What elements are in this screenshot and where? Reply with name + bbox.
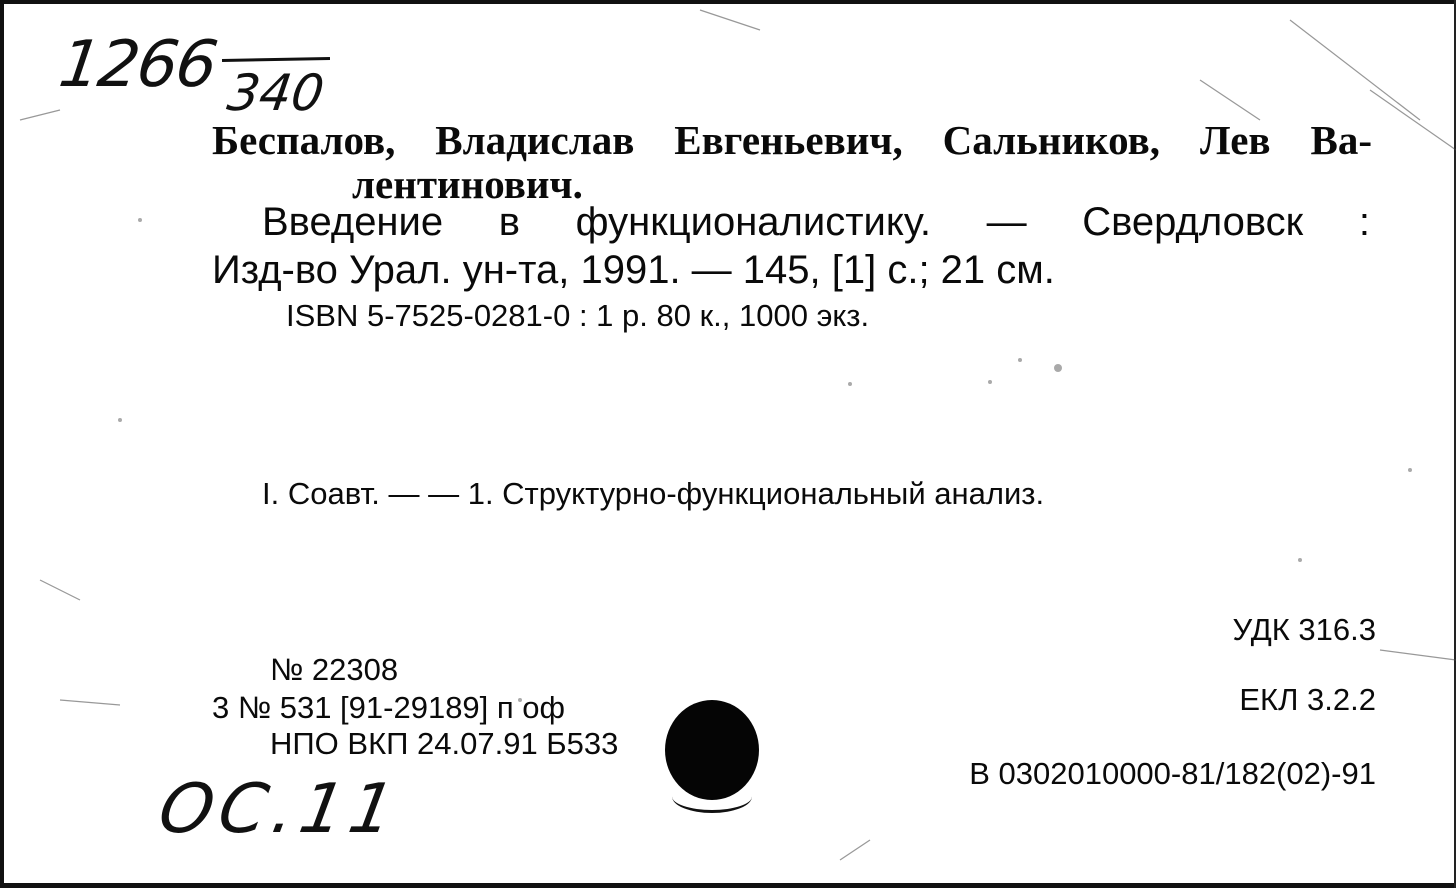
title-line (262, 200, 1370, 245)
title-word: в (498, 200, 521, 244)
punch-hole-edge (672, 780, 752, 813)
author-word: Владислав (435, 117, 635, 163)
order-number: 3 № 531 [91-29189] п оф (212, 690, 566, 725)
registry-number: № 22308 (270, 652, 399, 687)
ekl-code: ЕКЛ 3.2.2 (1239, 682, 1376, 717)
author-word: Лев (1199, 117, 1271, 163)
title-word: : (1358, 200, 1370, 244)
title-word: Введение (262, 200, 444, 244)
author-word: Сальников, (942, 117, 1160, 163)
title-word: — (986, 200, 1027, 244)
author-word: Беспалов, (212, 117, 396, 163)
npo-line: НПО ВКП 24.07.91 Б533 (270, 726, 619, 761)
author-word: Ва- (1310, 117, 1372, 163)
author-heading (212, 116, 1372, 164)
handwritten-sub-number: 340 (223, 64, 328, 122)
udk-code: УДК 316.3 (1232, 612, 1376, 647)
tracing-line: I. Соавт. — — 1. Структурно-функциональный анализ. (262, 476, 1045, 511)
publication-info: Изд-во Урал. ун-та, 1991. — 145, [1] с.; 21 см. (212, 248, 1055, 292)
bbk-code: В 0302010000-81/182(02)-91 (969, 756, 1376, 791)
title-word: Свердловск (1082, 200, 1304, 244)
author-word: Евгеньевич, (674, 117, 903, 163)
title-word: функционалистику. (575, 200, 931, 244)
handwritten-call-number: 1266 (54, 28, 221, 102)
author-heading-continuation: лентинович. (352, 161, 583, 207)
isbn-line: ISBN 5-7525-0281-0 : 1 р. 80 к., 1000 экз. (286, 298, 870, 333)
handwritten-bottom-note: ОС.11 (153, 770, 407, 849)
